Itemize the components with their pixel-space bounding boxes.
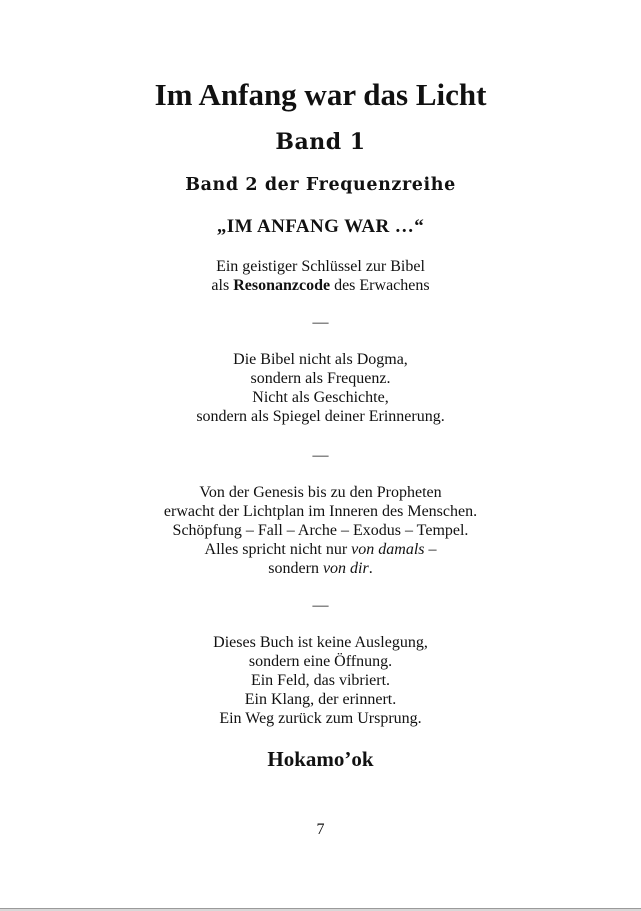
stanza-1-line: Nicht als Geschichte, xyxy=(252,389,389,406)
stanza-2-line-5-pre: sondern xyxy=(268,560,323,577)
stanza-2-emphasis-1: von damals xyxy=(351,541,425,558)
stanza-2-line-4-post: – xyxy=(424,541,437,558)
stanza-2-line-2: erwacht der Lichtplan im Inneren des Menschen. xyxy=(163,503,478,520)
stanza-1-line: sondern als Frequenz. xyxy=(250,370,391,387)
subtitle-line-2-pre: als xyxy=(211,277,234,294)
subtitle-keyword: Resonanzcode xyxy=(233,277,331,294)
stanza-3-line: Dieses Buch ist keine Auslegung, xyxy=(213,634,428,651)
stanza-2-line-1: Von der Genesis bis zu den Propheten xyxy=(199,484,442,501)
author-name: Hokamo’ok xyxy=(267,747,374,771)
stanza-1-line: sondern als Spiegel deiner Erinnerung. xyxy=(196,408,445,425)
book-title: Im Anfang war das Licht xyxy=(154,77,487,112)
band-heading: Band 1 xyxy=(275,129,366,155)
stanza-3-line: Ein Klang, der erinnert. xyxy=(244,691,397,708)
stanza-2-line-3: Schöpfung – Fall – Arche – Exodus – Tempel. xyxy=(172,522,469,539)
separator-3: — xyxy=(312,597,329,614)
stanza-1 xyxy=(0,350,641,426)
motto-heading: „IM ANFANG WAR …“ xyxy=(216,216,425,237)
stanza-3 xyxy=(0,633,641,728)
subtitle-line-1: Ein geistiger Schlüssel zur Bibel xyxy=(216,258,425,275)
stanza-3-line: Ein Weg zurück zum Ursprung. xyxy=(219,710,422,727)
stanza-2 xyxy=(0,483,641,578)
stanza-2-line-5 xyxy=(0,559,641,578)
page-number: 7 xyxy=(316,821,325,838)
series-heading: Band 2 der Frequenzreihe xyxy=(185,175,456,195)
subtitle-block xyxy=(0,257,641,295)
stanza-2-line-4 xyxy=(0,540,641,559)
stanza-2-emphasis-2: von dir xyxy=(322,560,369,577)
subtitle-line-2 xyxy=(0,276,641,295)
stanza-3-line: Ein Feld, das vibriert. xyxy=(250,672,391,689)
stanza-3-line: sondern eine Öffnung. xyxy=(248,653,393,670)
separator-1: — xyxy=(312,314,329,331)
stanza-2-line-5-post: . xyxy=(368,560,373,577)
stanza-1-line: Die Bibel nicht als Dogma, xyxy=(233,351,408,368)
subtitle-line-2-post: des Erwachens xyxy=(330,277,430,294)
separator-2: — xyxy=(312,447,329,464)
stanza-2-line-4-pre: Alles spricht nicht nur xyxy=(204,541,352,558)
